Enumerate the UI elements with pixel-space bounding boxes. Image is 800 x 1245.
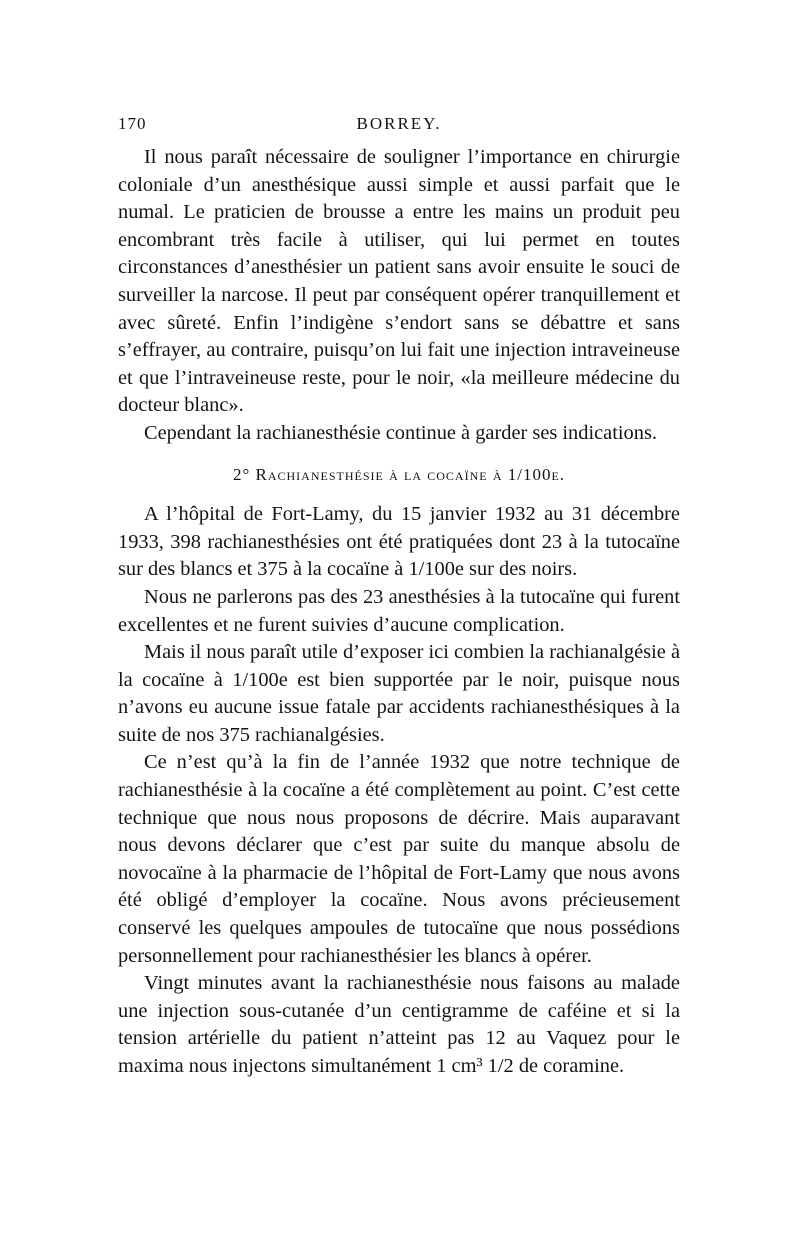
section-title — [118, 461, 680, 489]
paragraph: Il nous paraît nécessaire de souligner l’importance en chirurgie coloniale d’un anesthésique aussi simple et aussi parfait que le numal. Le praticien de brousse a entre les mains un produit peu encombrant très facile à utiliser, qui lui permet en toutes circonstances d’anesthésier un patient sans avoir ensuite le souci de surveiller la narcose. Il peut par conséquent opérer tranquillement et avec sûreté. Enfin l’indigène s’endort sans se débattre et sans s’effrayer, au contraire, puisqu’on lui fait une injection intraveineuse et que l’intraveineuse reste, pour le noir, «la meilleure médecine du docteur blanc». — [118, 146, 680, 417]
paragraph: Cependant la rachianesthésie continue à garder ses indications. — [144, 421, 657, 444]
paragraph: A l’hôpital de Fort-Lamy, du 15 janvier 1932 au 31 décembre 1933, 398 rachianesthésies ont été pratiquées dont 23 à la tutocaïne sur des blancs et 375 à la cocaïne à 1/100e sur des noirs. — [118, 503, 680, 581]
section-title-text: 2° Rachianesthésie à la cocaïne à 1/100e. — [232, 464, 566, 484]
page-header — [118, 114, 680, 140]
page-number: 170 — [118, 114, 147, 133]
paragraph: Mais il nous paraît utile d’exposer ici combien la rachianalgésie à la cocaïne à 1/100e est bien supportée par le noir, puisque nous n’avons eu aucune issue fatale par accidents rachianesthésiques à la suite de nos 375 rachianalgésies. — [118, 641, 680, 746]
paragraph: Vingt minutes avant la rachianesthésie nous faisons au malade une injection sous-cutanée d’un centigramme de caféine et si la tension artérielle du patient n’atteint pas 12 au Vaquez pour le maxima nous injectons simultanément 1 cm³ 1/2 de coramine. — [118, 972, 680, 1077]
running-head: BORREY. — [356, 114, 442, 133]
paragraph: Nous ne parlerons pas des 23 anesthésies à la tutocaïne qui furent excellentes et ne furent suivies d’aucune complication. — [118, 585, 680, 636]
paragraph: Ce n’est qu’à la fin de l’année 1932 que notre technique de rachianesthésie à la cocaïne a été complètement au point. C’est cette technique que nous nous proposons de décrire. Mais auparavant nous devons déclarer que c’est par suite du manque absolu de novocaïne à la pharmacie de l’hôpital de Fort-Lamy que nous avons été obligé d’employer la cocaïne. Nous avons précieusement conservé les quelques ampoules de tutocaïne que nous possédions personnellement pour rachianesthésier les blancs à opérer. — [118, 751, 680, 967]
page-body — [118, 144, 680, 1081]
